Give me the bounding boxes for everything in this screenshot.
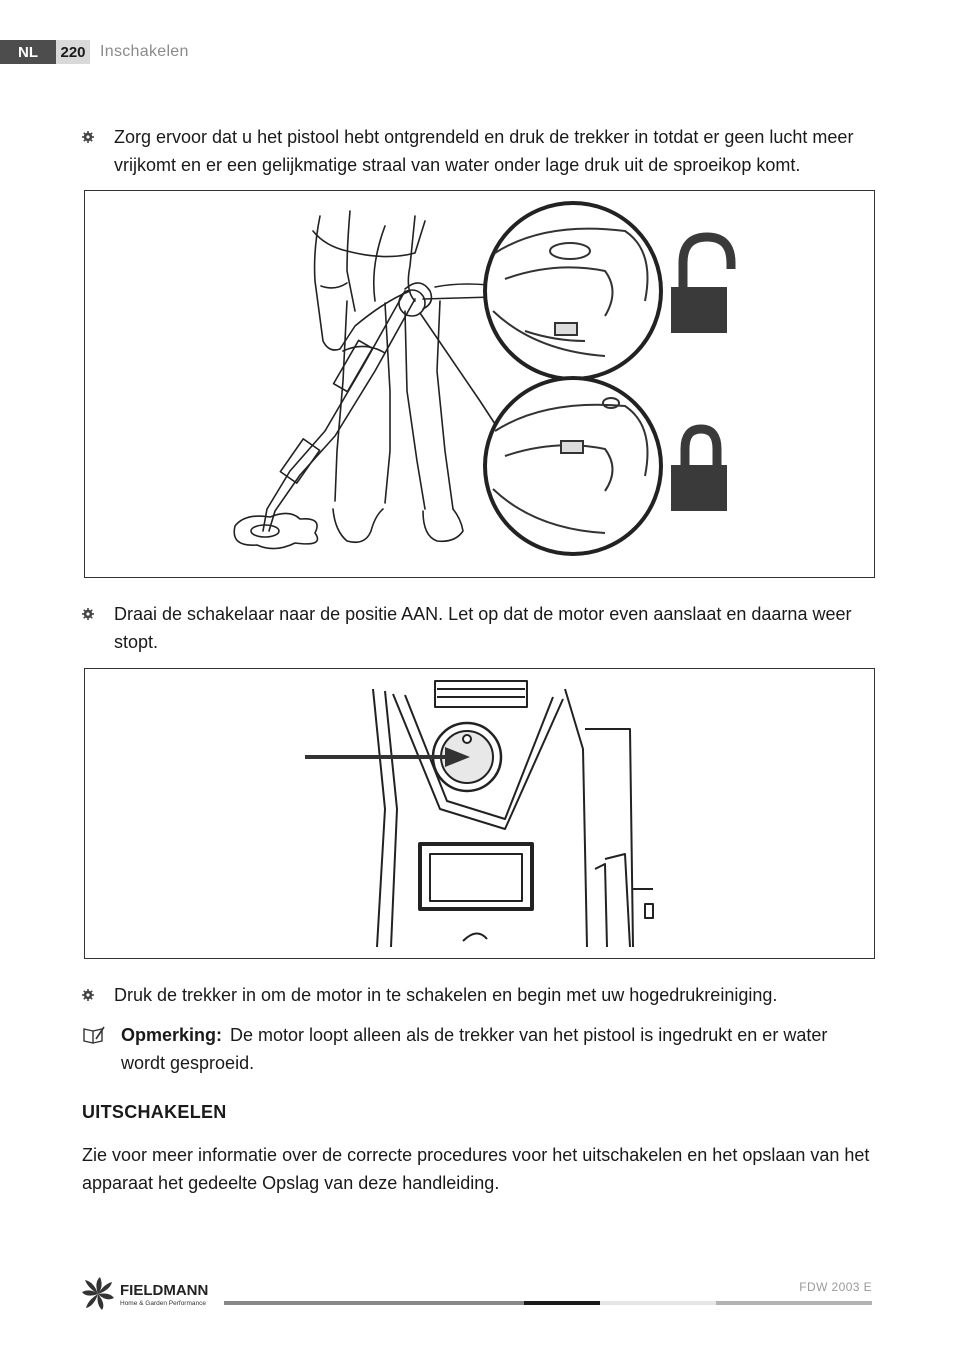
note-text: De motor loopt alleen als de trekker van het pistool is ingedrukt en er water wordt gesproeid. (121, 1025, 828, 1073)
book-pencil-icon (82, 1025, 106, 1045)
illustration-switch (85, 669, 874, 958)
gear-bullet-icon (82, 989, 94, 1001)
section-title: Inschakelen (100, 43, 189, 60)
illustration-person-spraying (85, 191, 874, 577)
arrow-pointer-icon (305, 747, 470, 767)
footer-bar-mid (716, 1301, 872, 1305)
zoom-detail-unlocked (485, 203, 661, 379)
gear-bullet-icon (82, 131, 94, 143)
footer-bar-dark (524, 1301, 600, 1305)
page-header (0, 40, 189, 64)
step-2-text: Draai de schakelaar naar de positie AAN. Let op dat de motor even aanslaat en daarna weer stopt. (114, 604, 852, 652)
fan-logo-icon (82, 1277, 114, 1310)
padlock-open-icon (671, 237, 731, 333)
footer-bar-gray (224, 1301, 524, 1305)
step-1-text: Zorg ervoor dat u het pistool hebt ontgrendeld en druk de trekker in totdat er geen lucht meer vrijkomt en er een gelijkmatige straal van water onder lage druk uit de sproeikop komt. (114, 127, 854, 175)
step-3 (82, 981, 872, 1009)
figure-gun-unlock (84, 190, 875, 578)
gear-bullet-icon (82, 608, 94, 620)
step-1 (82, 123, 872, 179)
brand-tagline: Home & Garden Performance (120, 1300, 206, 1307)
note-label: Opmerking: (121, 1025, 223, 1045)
step-2 (82, 600, 872, 656)
section-heading-shutdown: UITSCHAKELEN (82, 1102, 227, 1122)
brand-name: FIELDMANN (120, 1282, 209, 1299)
shutdown-paragraph: Zie voor meer informatie over de correcte procedures voor het uitschakelen en het opslaan van het apparaat het gedeelte Opslag van deze handleiding. (82, 1145, 870, 1193)
zoom-detail-locked (485, 378, 661, 554)
footer-bar-light (600, 1301, 716, 1305)
figure-power-switch (84, 668, 875, 959)
page-number: 220 (56, 40, 90, 64)
step-3-text: Druk de trekker in om de motor in te schakelen en begin met uw hogedrukreiniging. (114, 985, 778, 1005)
model-number: FDW 2003 E (799, 1280, 872, 1294)
language-tab: NL (0, 40, 56, 64)
note (82, 1021, 872, 1077)
fieldmann-logo (82, 1276, 227, 1312)
padlock-closed-icon (671, 429, 727, 511)
